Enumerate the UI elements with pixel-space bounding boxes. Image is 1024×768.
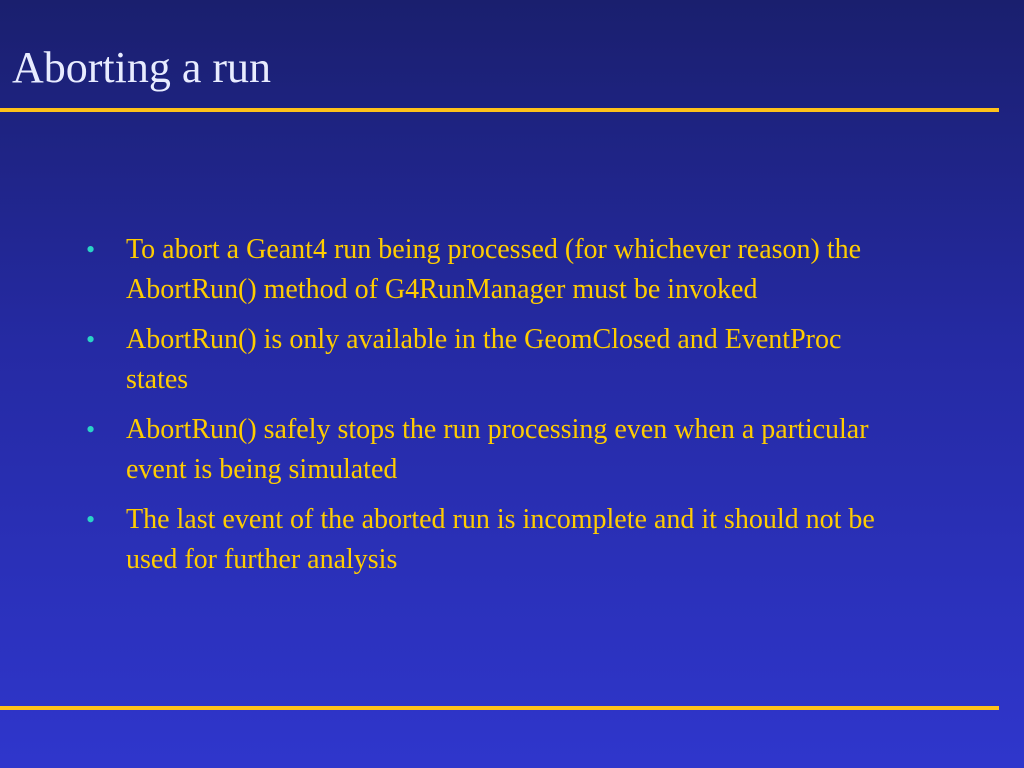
bullet-list xyxy=(86,230,906,590)
bullet-item xyxy=(86,320,906,400)
bullet-marker-icon: • xyxy=(86,505,96,534)
slide-title: Aborting a run xyxy=(12,43,272,92)
bullet-item xyxy=(86,230,906,310)
bullet-marker-icon: • xyxy=(86,415,96,444)
bullet-text: AbortRun() safely stops the run processing even when a particular event is being simulated xyxy=(126,414,869,485)
bullet-marker-icon: • xyxy=(86,235,96,264)
bullet-item xyxy=(86,500,906,580)
bullet-marker-icon: • xyxy=(86,325,96,354)
footer-divider xyxy=(0,706,999,710)
bullet-text: AbortRun() is only available in the GeomClosed and EventProc states xyxy=(126,324,842,395)
bullet-item xyxy=(86,410,906,490)
title-divider xyxy=(0,108,999,112)
bullet-text: The last event of the aborted run is incomplete and it should not be used for further analysis xyxy=(126,504,875,575)
bullet-text: To abort a Geant4 run being processed (for whichever reason) the AbortRun() method of G4RunManager must be invoked xyxy=(126,234,862,305)
